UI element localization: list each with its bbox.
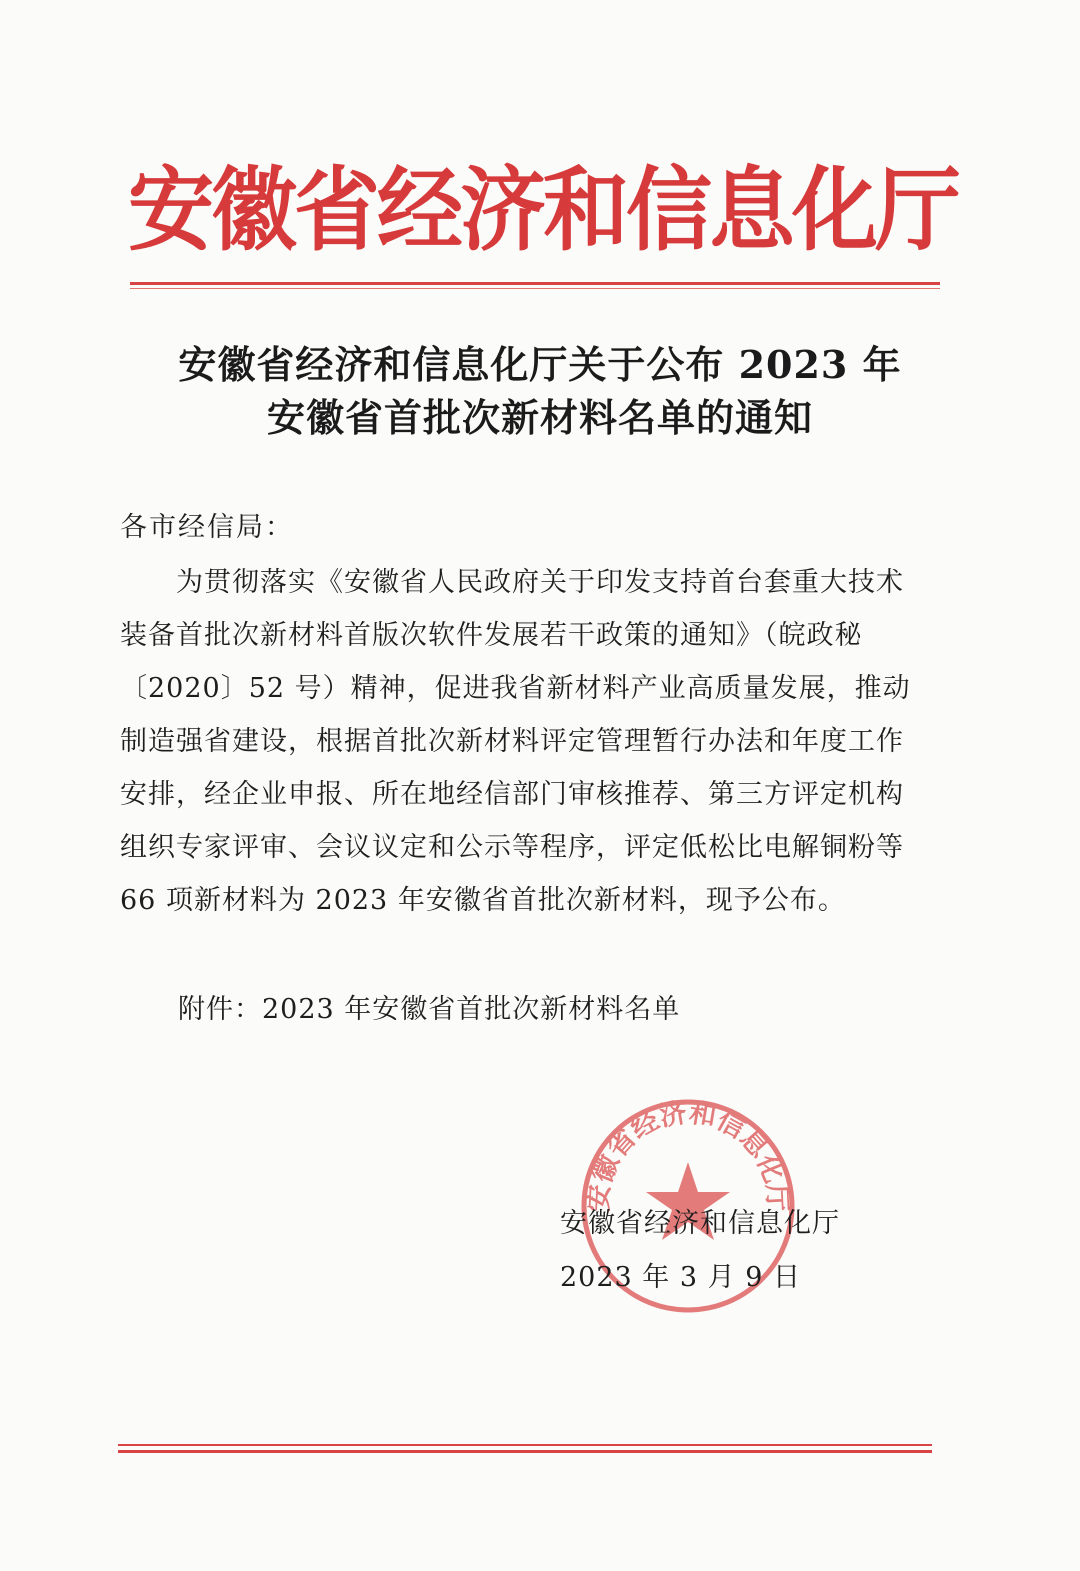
document-title-line-2: 安徽省首批次新材料名单的通知 bbox=[266, 395, 813, 440]
masthead-red-rule-thin bbox=[130, 288, 940, 289]
body-line-6: 组织专家评审、会议议定和公示等程序，评定低松比电解铜粉等 bbox=[120, 832, 904, 863]
masthead-title: 安徽省经济和信息化厅 bbox=[128, 158, 958, 264]
salutation: 各市经信局： bbox=[120, 512, 294, 543]
signature-date: 2023 年 3 月 9 日 bbox=[560, 1262, 801, 1293]
body-line-1: 为贯彻落实《安徽省人民政府关于印发支持首台套重大技术 bbox=[176, 567, 904, 598]
masthead-red-rule bbox=[130, 282, 940, 285]
attachment-note: 附件：2023 年安徽省首批次新材料名单 bbox=[178, 994, 681, 1025]
body-line-3: 〔2020〕52 号）精神，促进我省新材料产业高质量发展，推动 bbox=[120, 673, 911, 704]
signature-organization: 安徽省经济和信息化厅 bbox=[560, 1208, 840, 1239]
footer-red-rule bbox=[118, 1444, 932, 1446]
document-title-line-1: 安徽省经济和信息化厅关于公布 2023 年 bbox=[178, 342, 902, 387]
footer-red-rule-thick bbox=[118, 1450, 932, 1453]
body-line-7: 66 项新材料为 2023 年安徽省首批次新材料，现予公布。 bbox=[120, 885, 846, 916]
body-line-2: 装备首批次新材料首版次软件发展若干政策的通知》（皖政秘 bbox=[120, 620, 863, 651]
seal-text: 安徽省经济和信息化厅 bbox=[583, 1097, 793, 1213]
body-line-5: 安排，经企业申报、所在地经信部门审核推荐、第三方评定机构 bbox=[120, 779, 904, 810]
body-line-4: 制造强省建设，根据首批次新材料评定管理暂行办法和年度工作 bbox=[120, 726, 904, 757]
